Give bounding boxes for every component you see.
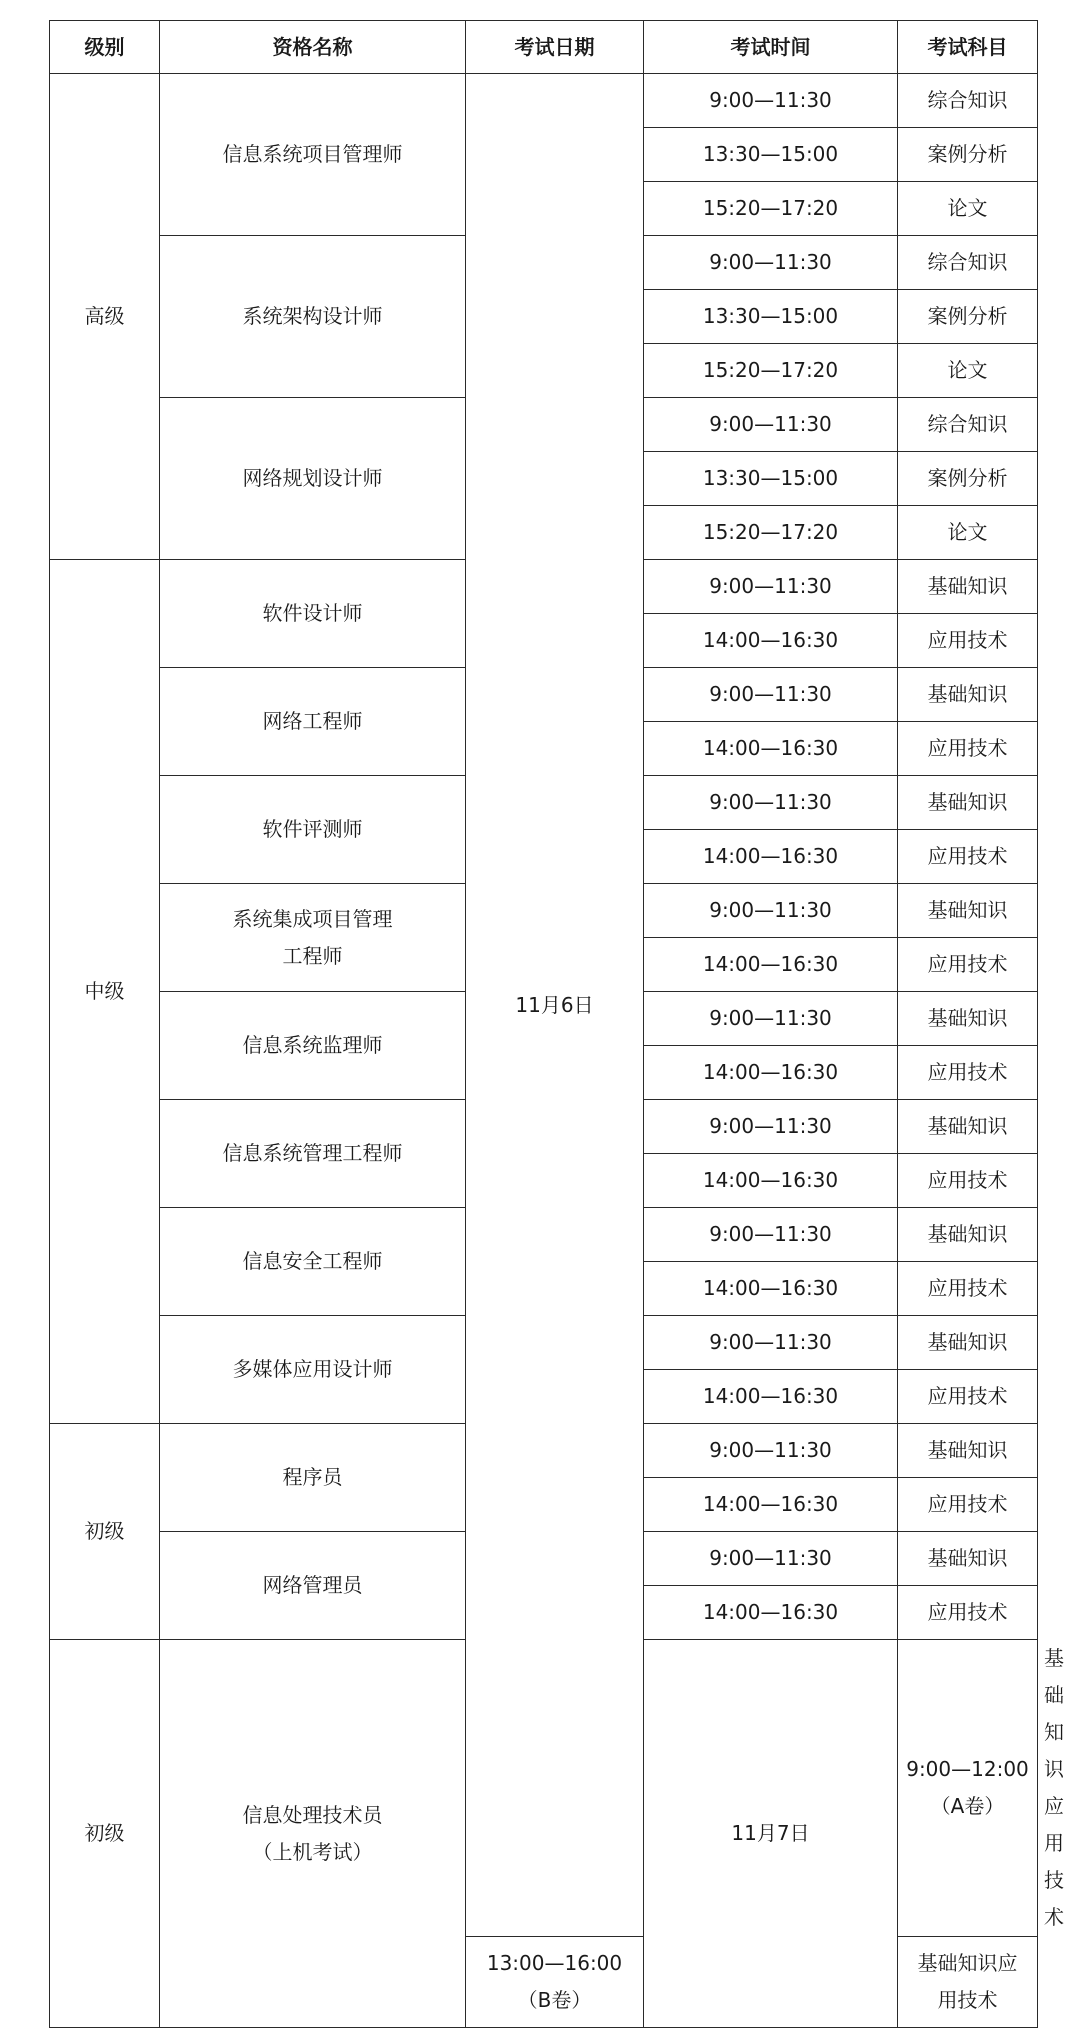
exam-time-cell: 9:00—11:30 — [644, 992, 898, 1046]
exam-subject-cell: 案例分析 — [898, 290, 1038, 344]
qualification-name-line: 系统集成项目管理 — [232, 906, 393, 931]
exam-time-cell: 9:00—11:30 — [644, 236, 898, 290]
exam-time-cell: 9:00—11:30 — [644, 1424, 898, 1478]
exam-time-cell: 9:00—11:30 — [644, 1316, 898, 1370]
exam-time-cell — [898, 1640, 1038, 1937]
level-cell: 初级 — [50, 1424, 160, 1640]
exam-subject-cell: 基础知识 — [898, 884, 1038, 938]
exam-time-cell — [466, 1937, 644, 2028]
qualification-cell: 程序员 — [160, 1424, 466, 1532]
exam-subject-cell: 应用技术 — [898, 1370, 1038, 1424]
exam-time-cell: 14:00—16:30 — [644, 1262, 898, 1316]
exam-subject-line: 用技术 — [937, 1988, 998, 2012]
qualification-cell: 信息安全工程师 — [160, 1208, 466, 1316]
qualification-name-line: （上机考试） — [252, 1839, 373, 1864]
exam-subject-cell: 应用技术 — [898, 1046, 1038, 1100]
exam-subject-cell: 应用技术 — [898, 938, 1038, 992]
exam-time-cell: 9:00—11:30 — [644, 74, 898, 128]
table-row: 初级 信息处理技术员 （上机考试） 11月7日 9:00—12:00 （A卷） 基础知识应 用技术 — [50, 1640, 1038, 1937]
exam-subject-cell: 应用技术 — [898, 1586, 1038, 1640]
exam-paper-line: （B卷） — [517, 1988, 592, 2012]
exam-schedule-table — [49, 20, 1064, 2028]
qualification-name-line: 信息处理技术员 — [242, 1802, 383, 1827]
header-level: 级别 — [50, 21, 160, 74]
header-exam-date: 考试日期 — [466, 21, 644, 74]
exam-time-cell: 9:00—11:30 — [644, 1100, 898, 1154]
exam-time-cell: 13:30—15:00 — [644, 128, 898, 182]
exam-subject-cell: 基础知识 — [898, 560, 1038, 614]
exam-subject-cell — [898, 1937, 1038, 2028]
qualification-cell: 网络规划设计师 — [160, 398, 466, 560]
exam-subject-cell: 应用技术 — [898, 722, 1038, 776]
exam-subject-cell: 基础知识 — [898, 992, 1038, 1046]
level-cell: 中级 — [50, 560, 160, 1424]
qualification-cell: 信息系统管理工程师 — [160, 1100, 466, 1208]
exam-subject-cell: 基础知识 — [898, 1100, 1038, 1154]
exam-date-cell: 11月6日 — [466, 74, 644, 1937]
exam-subject-cell: 论文 — [898, 506, 1038, 560]
qualification-cell — [160, 1640, 466, 2028]
exam-time-line: 9:00—12:00 — [906, 1757, 1029, 1781]
header-exam-subject: 考试科目 — [898, 21, 1038, 74]
exam-subject-cell: 案例分析 — [898, 128, 1038, 182]
qualification-name-line: 工程师 — [282, 943, 343, 968]
table-header-row — [50, 21, 1038, 74]
exam-schedule-sheet — [49, 20, 1064, 2012]
exam-subject-cell: 应用技术 — [898, 1154, 1038, 1208]
exam-time-cell: 15:20—17:20 — [644, 182, 898, 236]
exam-subject-cell: 基础知识 — [898, 776, 1038, 830]
exam-subject-cell: 论文 — [898, 182, 1038, 236]
exam-date-cell: 11月7日 — [644, 1640, 898, 2028]
qualification-cell: 信息系统监理师 — [160, 992, 466, 1100]
qualification-cell — [160, 884, 466, 992]
exam-time-cell: 14:00—16:30 — [644, 722, 898, 776]
exam-time-cell: 15:20—17:20 — [644, 506, 898, 560]
exam-time-cell: 13:30—15:00 — [644, 452, 898, 506]
exam-time-cell: 14:00—16:30 — [644, 1046, 898, 1100]
exam-time-cell: 14:00—16:30 — [644, 938, 898, 992]
exam-time-cell: 14:00—16:30 — [644, 614, 898, 668]
exam-time-cell: 13:30—15:00 — [644, 290, 898, 344]
exam-subject-cell: 基础知识 — [898, 668, 1038, 722]
exam-subject-cell: 论文 — [898, 344, 1038, 398]
level-cell: 初级 — [50, 1640, 160, 2028]
exam-paper-line: （A卷） — [930, 1794, 1005, 1818]
qualification-cell: 软件评测师 — [160, 776, 466, 884]
exam-time-cell: 9:00—11:30 — [644, 1532, 898, 1586]
qualification-cell: 系统架构设计师 — [160, 236, 466, 398]
exam-subject-cell: 基础知识 — [898, 1532, 1038, 1586]
exam-subject-cell: 应用技术 — [898, 1262, 1038, 1316]
exam-time-cell: 15:20—17:20 — [644, 344, 898, 398]
qualification-cell: 信息系统项目管理师 — [160, 74, 466, 236]
exam-subject-cell: 案例分析 — [898, 452, 1038, 506]
exam-time-cell: 14:00—16:30 — [644, 1478, 898, 1532]
level-cell: 高级 — [50, 74, 160, 560]
exam-subject-cell: 综合知识 — [898, 398, 1038, 452]
exam-subject-cell: 基础知识 — [898, 1208, 1038, 1262]
table-row — [50, 74, 1038, 128]
exam-subject-cell: 综合知识 — [898, 236, 1038, 290]
exam-time-cell: 9:00—11:30 — [644, 884, 898, 938]
exam-time-cell: 9:00—11:30 — [644, 1208, 898, 1262]
exam-time-cell: 14:00—16:30 — [644, 1586, 898, 1640]
exam-time-cell: 9:00—11:30 — [644, 398, 898, 452]
exam-time-cell: 14:00—16:30 — [644, 830, 898, 884]
exam-subject-line: 基础知识应 — [917, 1951, 1018, 1975]
exam-subject-cell: 基础知识 — [898, 1424, 1038, 1478]
exam-subject-cell: 基础知识 — [898, 1316, 1038, 1370]
exam-time-cell: 14:00—16:30 — [644, 1154, 898, 1208]
exam-time-cell: 9:00—11:30 — [644, 668, 898, 722]
qualification-cell: 网络管理员 — [160, 1532, 466, 1640]
exam-subject-cell: 应用技术 — [898, 614, 1038, 668]
qualification-cell: 多媒体应用设计师 — [160, 1316, 466, 1424]
exam-time-line: 13:00—16:00 — [486, 1951, 623, 1975]
exam-subject-cell: 应用技术 — [898, 1478, 1038, 1532]
exam-subject-cell: 应用技术 — [898, 830, 1038, 884]
qualification-cell: 网络工程师 — [160, 668, 466, 776]
exam-time-cell: 9:00—11:30 — [644, 560, 898, 614]
header-qualification: 资格名称 — [160, 21, 466, 74]
exam-time-cell: 14:00—16:30 — [644, 1370, 898, 1424]
qualification-cell: 软件设计师 — [160, 560, 466, 668]
exam-subject-cell: 综合知识 — [898, 74, 1038, 128]
exam-time-cell: 9:00—11:30 — [644, 776, 898, 830]
header-exam-time: 考试时间 — [644, 21, 898, 74]
